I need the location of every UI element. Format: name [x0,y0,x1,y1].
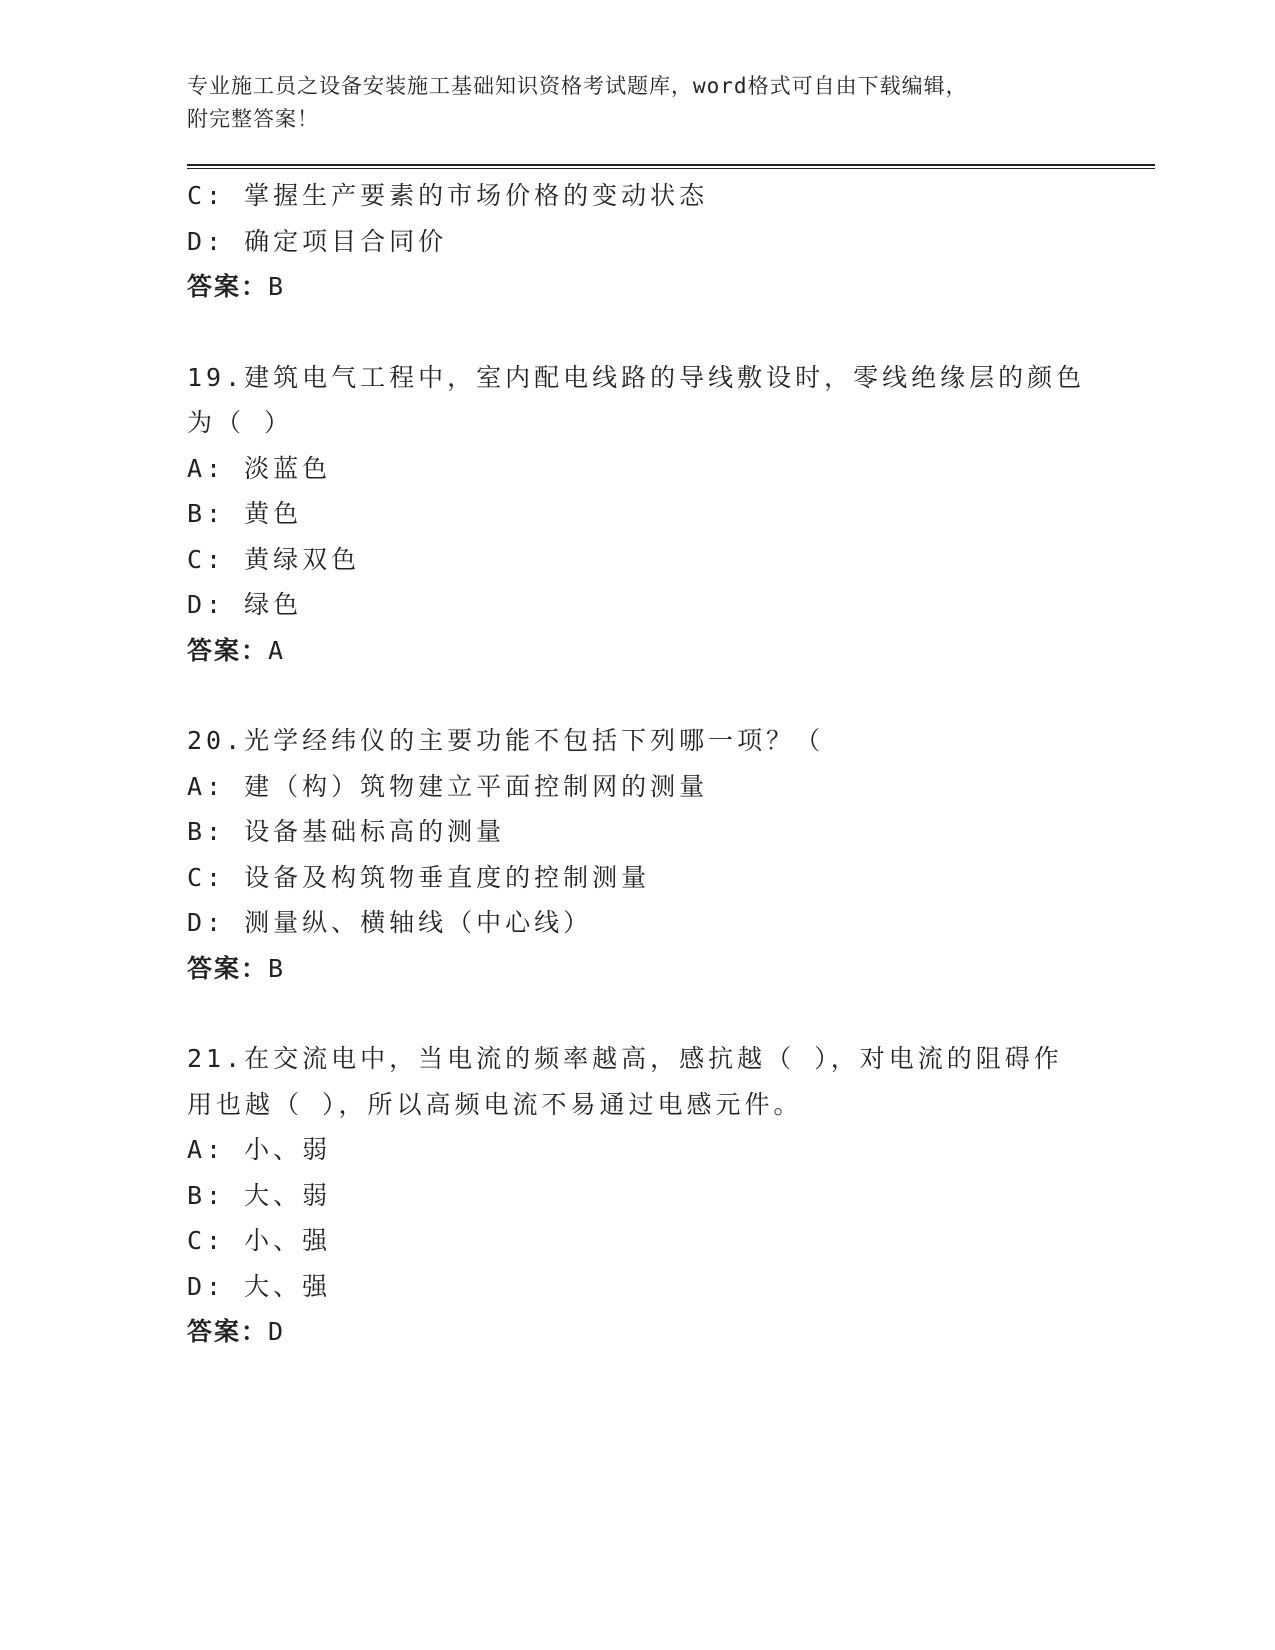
question-stem: 20.光学经纬仪的主要功能不包括下列哪一项？（ [187,726,825,755]
option-d: D: 确定项目合同价 [187,226,448,256]
answer-line [187,264,1155,310]
answer-line [187,946,1155,992]
option-d: D: 测量纵、横轴线（中心线） [187,908,593,937]
option-a: A: 建（构）筑物建立平面控制网的测量 [187,771,709,801]
answer-value: B [268,953,286,983]
question-21 [187,1036,1155,1355]
option-c: C: 设备及构筑物垂直度的控制测量 [187,862,651,892]
answer-line [187,1309,1155,1355]
header-line-2: 附完整答案！ [187,107,319,131]
document-page [187,70,1155,1355]
answer-label: 答案： [187,1317,269,1346]
header-divider [187,164,1155,169]
option-a: A: 淡蓝色 [187,453,332,483]
question-stem: 为（ ） [187,408,294,437]
header-line-1: 专业施工员之设备安装施工基础知识资格考试题库，word格式可自由下载编辑， [187,74,968,98]
answer-label: 答案： [187,272,269,301]
document-header [187,70,1087,136]
option-b: B: 大、弱 [187,1180,332,1210]
answer-label: 答案： [187,953,269,983]
answer-value: B [268,272,286,301]
question-stem: 19.建筑电气工程中，室内配电线路的导线敷设时，零线绝缘层的颜色 [187,362,1086,392]
answer-value: D [268,1317,286,1346]
question-20 [187,718,1155,991]
answer-line [187,628,1155,674]
question-stem: 用也越（ ），所以高频电流不易通过电感元件。 [187,1089,803,1119]
option-c: C: 黄绿双色 [187,544,361,574]
option-d: D: 大、强 [187,1271,332,1301]
option-a: A: 小、弱 [187,1135,332,1164]
question-19 [187,355,1155,674]
option-b: B: 黄色 [187,499,303,528]
option-b: B: 设备基础标高的测量 [187,817,506,846]
answer-value: A [268,635,286,665]
option-c: C: 小、强 [187,1226,332,1255]
question-list [187,173,1155,1355]
question-carryover [187,173,1155,310]
answer-label: 答案： [187,635,269,665]
option-c: C: 掌握生产要素的市场价格的变动状态 [187,181,709,210]
question-stem: 21.在交流电中，当电流的频率越高，感抗越（ ），对电流的阻碍作 [187,1044,1063,1073]
option-d: D: 绿色 [187,590,303,619]
